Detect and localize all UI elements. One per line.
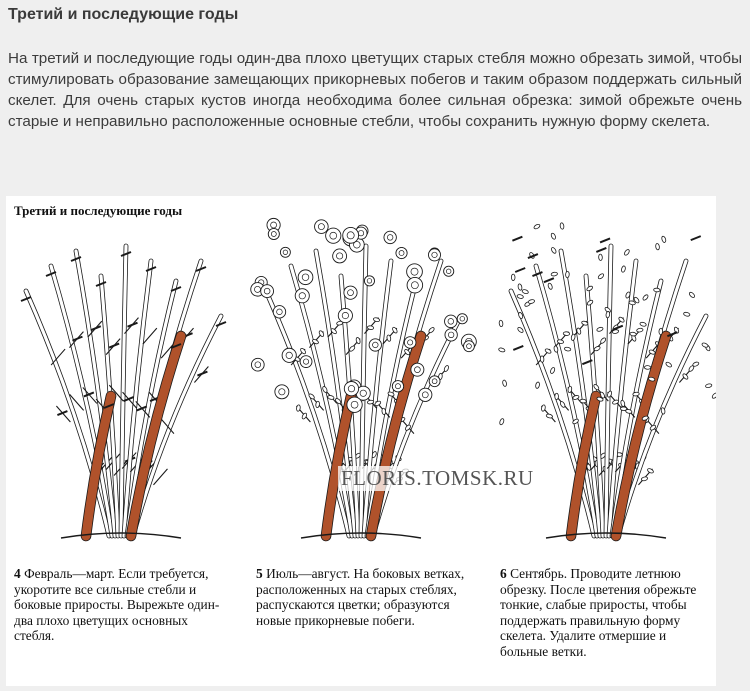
caption-step-4-number: 4 xyxy=(14,566,21,581)
rose-flower xyxy=(295,289,309,303)
rose-flower xyxy=(384,231,396,243)
caption-step-6-text: Сентябрь. Проводите летнюю обрезку. После цветения обрежьте тонкие, слабые приросты, чтобы поддержать правильную форму скелета. Удалите отмершие и больные ветки. xyxy=(500,566,697,659)
leaf xyxy=(428,327,435,334)
leaf xyxy=(600,337,607,344)
page-heading: Третий и последующие годы xyxy=(8,6,239,23)
rose-flower xyxy=(268,228,279,239)
rose-flower xyxy=(333,249,347,263)
rose-flower xyxy=(364,276,374,286)
leaf xyxy=(621,266,626,273)
pruning-cut-mark xyxy=(544,278,554,282)
leaf xyxy=(565,271,569,278)
rose-flower xyxy=(411,363,424,376)
rose-flower xyxy=(445,315,458,328)
pruning-cut-mark xyxy=(127,323,137,327)
leaf xyxy=(598,254,602,261)
leaf xyxy=(550,233,556,240)
leaf xyxy=(711,392,716,399)
leaf xyxy=(443,365,449,372)
rose-flower xyxy=(396,247,407,258)
rose-flower xyxy=(404,337,416,349)
rose-flower xyxy=(326,228,341,243)
rose-flower xyxy=(407,277,423,293)
rose-flower xyxy=(392,381,403,392)
rose-bush-drawings xyxy=(6,196,716,561)
leaf xyxy=(555,393,559,399)
rose-flower xyxy=(344,381,358,395)
pruning-cut-mark xyxy=(57,411,67,415)
rose-flower xyxy=(273,306,285,318)
caption-step-6-number: 6 xyxy=(500,566,507,581)
leaf xyxy=(373,317,380,322)
leaf xyxy=(630,332,637,337)
leaf xyxy=(606,311,610,318)
pruning-cut-mark xyxy=(197,372,207,376)
pruning-cut-mark xyxy=(600,238,610,242)
caption-step-5 xyxy=(256,566,476,628)
leaf xyxy=(640,322,647,327)
leaf xyxy=(547,283,553,290)
caption-step-4 xyxy=(14,566,224,644)
leaf xyxy=(499,418,505,425)
rose-flower xyxy=(338,308,352,322)
intro-paragraph: На третий и последующие годы один-два плохо цветущих старых стебля можно обрезать зимой, чтобы стимулировать образование замещающих прикорневых побегов и таким образом поддержать сильный скелет. Для очень старых кустов иногда необходима более сильная обрезка: зимой обрежьте очень старые и неправильно расположенные основные стебли, чтобы сохранить нужную форму скелета. xyxy=(8,50,742,130)
leaf xyxy=(367,325,374,329)
leaf xyxy=(517,326,524,333)
leaf xyxy=(560,223,565,230)
leaf xyxy=(533,223,540,229)
leaf xyxy=(551,247,557,254)
pruning-cut-mark xyxy=(596,248,606,252)
pruning-cut-mark xyxy=(691,236,701,240)
rose-flower xyxy=(445,329,457,341)
leaf xyxy=(550,367,556,374)
pruning-cut-mark xyxy=(91,326,101,330)
rose-flower xyxy=(344,286,357,299)
leaf xyxy=(498,347,505,352)
caption-step-5-text: Июль—август. На боковых ветках, расположенных на старых стеблях, распускаются цветки; образуются новые прикорневые побеги. xyxy=(256,566,465,628)
caption-step-6 xyxy=(500,566,714,659)
leaf xyxy=(624,249,631,256)
pruning-illustration xyxy=(6,196,716,686)
rose-flower xyxy=(275,385,289,399)
leaf xyxy=(528,299,535,304)
leaf xyxy=(692,361,699,367)
leaf xyxy=(544,348,551,354)
leaf xyxy=(596,327,603,333)
leaf xyxy=(647,468,654,474)
pruning-cut-mark xyxy=(109,344,119,348)
leaf xyxy=(349,345,356,352)
leaf xyxy=(563,332,570,336)
leaf xyxy=(644,366,651,370)
leaf xyxy=(499,320,503,327)
pruning-cut-mark xyxy=(72,337,82,341)
rose-flower xyxy=(251,358,264,371)
leaf xyxy=(642,294,649,301)
leaf xyxy=(641,476,648,481)
rose-flower xyxy=(315,220,329,234)
caption-step-5-number: 5 xyxy=(256,566,263,581)
leaf xyxy=(517,294,524,299)
leaf xyxy=(688,291,695,298)
leaf xyxy=(502,380,507,387)
leaf xyxy=(559,401,565,408)
leaf xyxy=(659,328,663,335)
leaf xyxy=(636,328,643,333)
leaf xyxy=(522,289,529,294)
rose-flower xyxy=(300,356,312,368)
leaf xyxy=(535,382,540,389)
leaf xyxy=(661,236,666,243)
leaf xyxy=(580,399,587,403)
rose-flower xyxy=(457,314,467,324)
pruning-cut-mark xyxy=(512,237,522,241)
leaf xyxy=(315,401,319,408)
leaf xyxy=(705,383,712,388)
pruning-cut-mark xyxy=(513,346,523,350)
leaf xyxy=(597,273,604,280)
rose-flower xyxy=(298,270,313,285)
leaf xyxy=(564,347,571,352)
leaf xyxy=(511,274,515,280)
watermark: FLORIS.TOMSK.RU xyxy=(338,466,537,491)
rose-flower xyxy=(428,249,440,261)
leaf xyxy=(551,272,558,277)
leaf xyxy=(546,413,553,418)
leaf xyxy=(518,284,523,291)
rose-flower xyxy=(282,348,296,362)
leaf xyxy=(654,288,661,292)
rose-flower xyxy=(280,247,290,257)
leaf xyxy=(701,342,708,348)
rose-flower xyxy=(444,266,454,276)
leaf xyxy=(665,361,672,368)
rose-flower xyxy=(369,339,381,351)
leaf xyxy=(540,356,544,363)
rose-flower xyxy=(463,341,474,352)
rose-flower xyxy=(261,285,274,298)
leaf xyxy=(327,395,334,400)
leaf xyxy=(683,312,690,317)
figure-title: Третий и последующие годы xyxy=(14,203,183,218)
leaf xyxy=(633,392,640,396)
rose-flower xyxy=(429,376,440,387)
rose-flower xyxy=(347,397,362,412)
rose-flower xyxy=(343,227,359,243)
leaf xyxy=(620,407,627,411)
pruning-cut-mark xyxy=(515,268,525,272)
rose-flower xyxy=(419,388,432,401)
leaf xyxy=(655,243,660,250)
caption-step-4-text: Февраль—март. Если требуется, укоротите все сильные стебли и боковые приросты. Вырежьте один-два плохо цветущих основных стебля. xyxy=(14,566,220,643)
leaf xyxy=(593,346,600,352)
